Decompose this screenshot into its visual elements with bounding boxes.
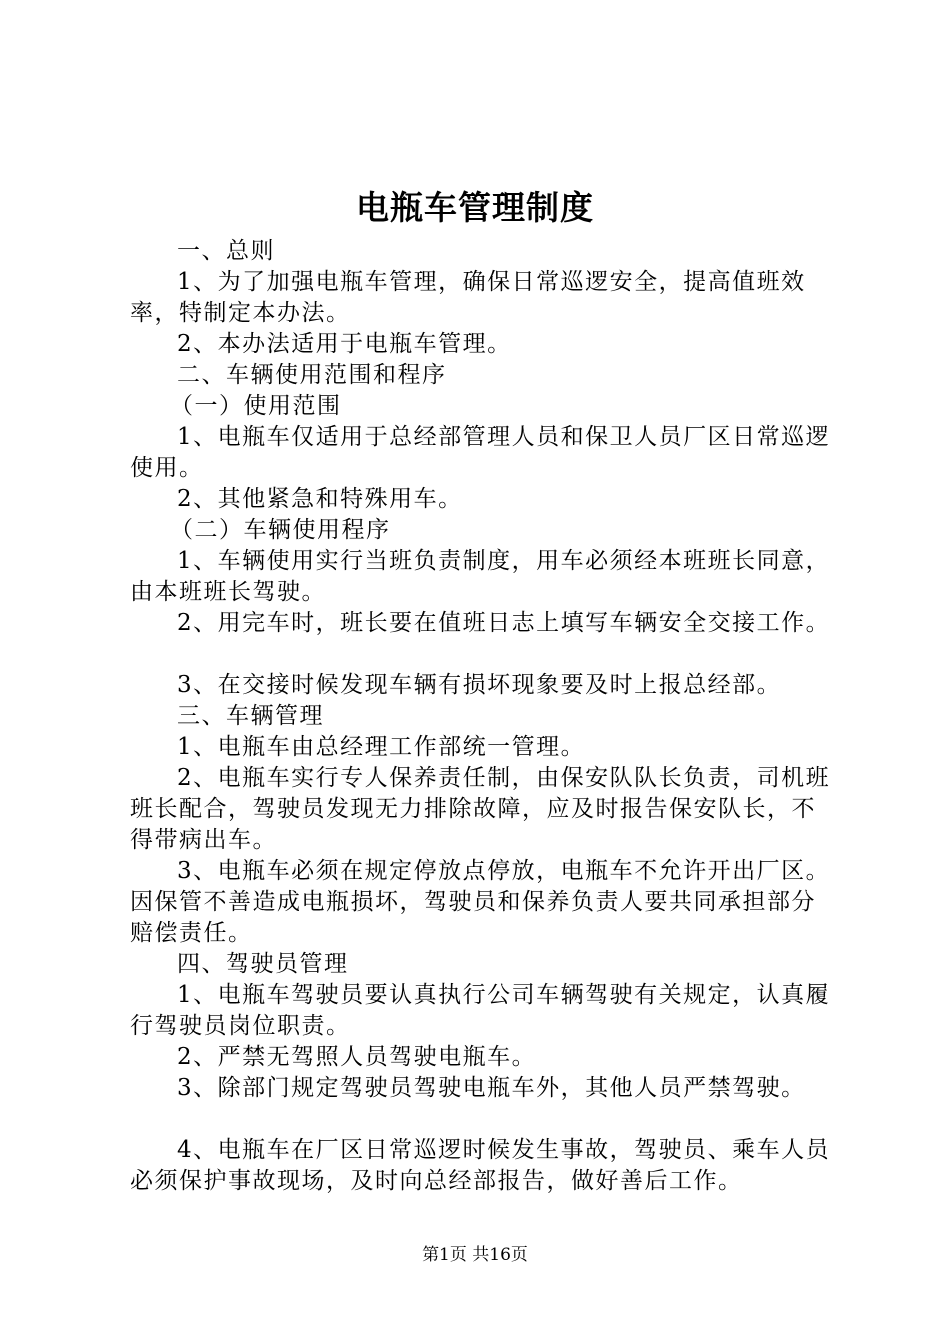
paragraph: 1、车辆使用实行当班负责制度，用车必须经本班班长同意，由本班班长驾驶。 <box>130 548 831 605</box>
document-title: 电瓶车管理制度 <box>356 188 594 227</box>
paragraph: 2、用完车时，班长要在值班日志上填写车辆安全交接工作。 <box>177 610 831 636</box>
paragraph: 1、电瓶车仅适用于总经部管理人员和保卫人员厂区日常巡逻使用。 <box>130 424 831 481</box>
paragraph: 1、电瓶车由总经理工作部统一管理。 <box>177 734 586 760</box>
section-heading-usage: 二、车辆使用范围和程序 <box>177 362 447 388</box>
paragraph: 3、除部门规定驾驶员驾驶电瓶车外，其他人员严禁驾驶。 <box>177 1075 806 1101</box>
paragraph: 3、在交接时候发现车辆有损坏现象要及时上报总经部。 <box>177 672 782 698</box>
paragraph: 2、本办法适用于电瓶车管理。 <box>177 331 512 357</box>
section-heading-general: 一、总则 <box>177 238 275 264</box>
paragraph: 1、电瓶车驾驶员要认真执行公司车辆驾驶有关规定，认真履行驾驶员岗位职责。 <box>130 982 831 1039</box>
blank-line <box>130 639 835 670</box>
paragraph: 2、其他紧急和特殊用车。 <box>177 486 463 512</box>
section-heading-vehicle-management: 三、车辆管理 <box>177 703 324 729</box>
paragraph: 3、电瓶车必须在规定停放点停放，电瓶车不允许开出厂区。因保管不善造成电瓶损坏，驾驶员和保养负责人要共同承担部分赔偿责任。 <box>130 858 831 946</box>
subsection-heading-scope: （一）使用范围 <box>170 393 342 419</box>
section-heading-driver-management: 四、驾驶员管理 <box>177 951 349 977</box>
subsection-heading-procedure: （二）车辆使用程序 <box>170 517 391 543</box>
blank-line <box>130 1104 835 1135</box>
document-body <box>130 236 835 1197</box>
paragraph: 2、电瓶车实行专人保养责任制，由保安队队长负责，司机班班长配合，驾驶员发现无力排除故障，应及时报告保安队长，不得带病出车。 <box>130 765 831 853</box>
paragraph: 1、为了加强电瓶车管理，确保日常巡逻安全，提高值班效率，特制定本办法。 <box>130 269 806 326</box>
page-number-footer: 第1页 共16页 <box>422 1245 528 1265</box>
paragraph: 4、电瓶车在厂区日常巡逻时候发生事故，驾驶员、乘车人员必须保护事故现场，及时向总经部报告，做好善后工作。 <box>130 1137 831 1194</box>
paragraph: 2、严禁无驾照人员驾驶电瓶车。 <box>177 1044 537 1070</box>
